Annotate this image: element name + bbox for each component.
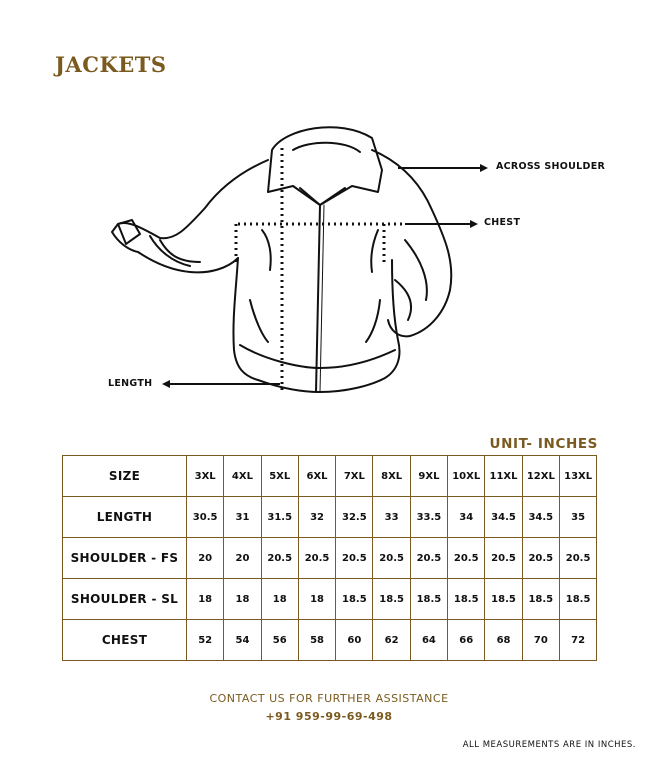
table-cell: 56 <box>261 620 298 661</box>
callout-across-shoulder: ACROSS SHOULDER <box>496 161 606 172</box>
table-cell: 52 <box>187 620 224 661</box>
table-cell: 31 <box>224 497 261 538</box>
table-cell: 8XL <box>373 456 410 497</box>
size-chart-table <box>62 455 597 661</box>
table-cell: 33.5 <box>410 497 447 538</box>
table-cell: 20.5 <box>373 538 410 579</box>
table-cell: 13XL <box>559 456 596 497</box>
callout-length: LENGTH <box>108 378 153 389</box>
table-cell: 35 <box>559 497 596 538</box>
table-cell: 18.5 <box>522 579 559 620</box>
table-cell: 54 <box>224 620 261 661</box>
jacket-illustration <box>0 110 658 410</box>
table-cell: 18 <box>261 579 298 620</box>
table-cell: 66 <box>448 620 485 661</box>
contact-phone: +91 959-99-69-498 <box>265 710 393 723</box>
table-cell: 18 <box>298 579 335 620</box>
table-cell: 58 <box>298 620 335 661</box>
table-cell: 20.5 <box>410 538 447 579</box>
table-cell: 68 <box>485 620 522 661</box>
table-cell: 20.5 <box>522 538 559 579</box>
table-cell: 33 <box>373 497 410 538</box>
table-cell: 20.5 <box>298 538 335 579</box>
table-cell: 34.5 <box>522 497 559 538</box>
table-cell: 20 <box>187 538 224 579</box>
table-cell: 18.5 <box>448 579 485 620</box>
table-cell: 6XL <box>298 456 335 497</box>
table-cell: 60 <box>336 620 373 661</box>
table-cell: 12XL <box>522 456 559 497</box>
table-row <box>63 538 597 579</box>
table-cell: 11XL <box>485 456 522 497</box>
table-cell: 32 <box>298 497 335 538</box>
table-row <box>63 579 597 620</box>
table-cell: 20.5 <box>448 538 485 579</box>
page-title: JACKETS <box>55 52 167 77</box>
table-cell: 34 <box>448 497 485 538</box>
table-cell: 18.5 <box>485 579 522 620</box>
table-cell: 18.5 <box>373 579 410 620</box>
table-row <box>63 620 597 661</box>
table-cell: 20.5 <box>485 538 522 579</box>
table-cell: 20 <box>224 538 261 579</box>
table-cell: 72 <box>559 620 596 661</box>
table-cell: 64 <box>410 620 447 661</box>
table-cell: 7XL <box>336 456 373 497</box>
table-cell: 20.5 <box>336 538 373 579</box>
measurement-note: ALL MEASUREMENTS ARE IN INCHES. <box>462 740 636 750</box>
jacket-icon <box>0 110 658 410</box>
table-cell: 3XL <box>187 456 224 497</box>
row-label: LENGTH <box>63 497 187 538</box>
row-label: CHEST <box>63 620 187 661</box>
callout-chest: CHEST <box>484 217 521 228</box>
row-label: SHOULDER - SL <box>63 579 187 620</box>
table-cell: 18.5 <box>410 579 447 620</box>
unit-label: UNIT- INCHES <box>489 436 598 452</box>
table-cell: 62 <box>373 620 410 661</box>
table-cell: 70 <box>522 620 559 661</box>
table-cell: 20.5 <box>261 538 298 579</box>
contact-text: CONTACT US FOR FURTHER ASSISTANCE <box>209 692 449 705</box>
table-cell: 30.5 <box>187 497 224 538</box>
table-cell: 18 <box>224 579 261 620</box>
table-header-row <box>63 456 597 497</box>
table-row <box>63 497 597 538</box>
table-cell: 32.5 <box>336 497 373 538</box>
table-cell: 5XL <box>261 456 298 497</box>
row-label: SHOULDER - FS <box>63 538 187 579</box>
table-cell: 18.5 <box>336 579 373 620</box>
table-cell: 18 <box>187 579 224 620</box>
table-cell: 20.5 <box>559 538 596 579</box>
row-label: SIZE <box>63 456 187 497</box>
table-cell: 9XL <box>410 456 447 497</box>
table-cell: 4XL <box>224 456 261 497</box>
table-cell: 10XL <box>448 456 485 497</box>
table-cell: 34.5 <box>485 497 522 538</box>
table-cell: 31.5 <box>261 497 298 538</box>
table-cell: 18.5 <box>559 579 596 620</box>
